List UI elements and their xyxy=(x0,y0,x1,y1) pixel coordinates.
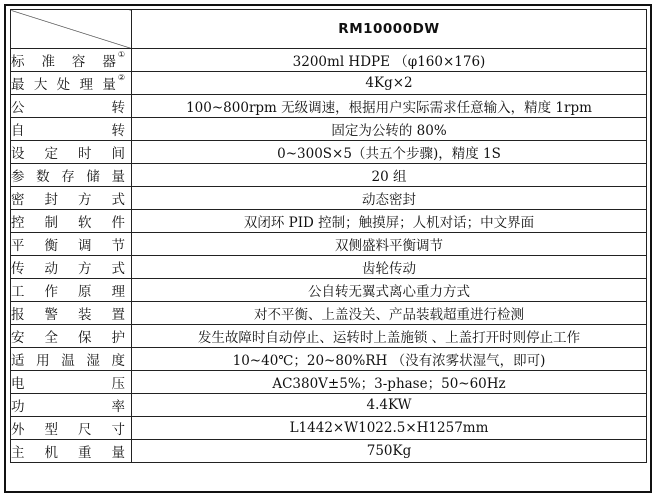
spec-label-cell xyxy=(11,256,132,279)
spec-label-cell xyxy=(11,394,132,417)
spec-label-cell xyxy=(11,279,132,302)
spec-label-cell xyxy=(11,325,132,348)
spec-row xyxy=(11,118,647,141)
spec-label: 控 制 软 件 xyxy=(11,215,125,231)
spec-value: 750Kg xyxy=(132,440,647,463)
spec-label-cell xyxy=(11,233,132,256)
spec-label-cell xyxy=(11,72,132,95)
spec-label: 最 大 处 理 量 ② xyxy=(11,72,125,93)
spec-value: 双闭环 PID 控制；触摸屏；人机对话；中文界面 xyxy=(132,210,647,233)
spec-label-cell xyxy=(11,95,132,118)
spec-row xyxy=(11,394,647,417)
spec-row xyxy=(11,233,647,256)
spec-label: 报 警 装 置 xyxy=(11,307,125,323)
spec-label: 传 动 方 式 xyxy=(11,261,125,277)
spec-value: 动态密封 xyxy=(132,187,647,210)
spec-value: 0~300S×5（共五个步骤)，精度 1S xyxy=(132,141,647,164)
spec-label-cell xyxy=(11,440,132,463)
spec-row xyxy=(11,72,647,95)
spec-value: 固定为公转的 80% xyxy=(132,118,647,141)
spec-value: 4.4KW xyxy=(132,394,647,417)
spec-value: 公自转无翼式离心重力方式 xyxy=(132,279,647,302)
spec-row xyxy=(11,348,647,371)
spec-label-cell xyxy=(11,417,132,440)
model-name: RM10000DW xyxy=(132,10,647,49)
spec-label-cell xyxy=(11,348,132,371)
spec-row xyxy=(11,164,647,187)
spec-label-cell xyxy=(11,141,132,164)
spec-table xyxy=(10,9,647,463)
spec-label-cell xyxy=(11,371,132,394)
spec-label: 密 封 方 式 xyxy=(11,192,125,208)
spec-row xyxy=(11,256,647,279)
spec-value: 20 组 xyxy=(132,164,647,187)
spec-row xyxy=(11,302,647,325)
spec-row xyxy=(11,187,647,210)
spec-label: 设 定 时 间 xyxy=(11,146,125,162)
spec-row xyxy=(11,49,647,72)
spec-value: 3200ml HDPE （φ160×176) xyxy=(132,49,647,72)
spec-value: 发生故障时自动停止、运转时上盖施锁 、上盖打开时则停止工作 xyxy=(132,325,647,348)
spec-row xyxy=(11,417,647,440)
spec-row xyxy=(11,325,647,348)
spec-label-cell xyxy=(11,49,132,72)
spec-value: 对不平衡、上盖没关、产品装载超重进行检测 xyxy=(132,302,647,325)
footnote-marker: ① xyxy=(117,49,125,59)
spec-label: 公 转 xyxy=(11,100,125,116)
spec-value: L1442×W1022.5×H1257mm xyxy=(132,417,647,440)
spec-value: 双侧盛料平衡调节 xyxy=(132,233,647,256)
spec-label: 功 率 xyxy=(11,399,125,415)
spec-row xyxy=(11,440,647,463)
spec-value: 齿轮传动 xyxy=(132,256,647,279)
spec-row xyxy=(11,279,647,302)
spec-label: 工 作 原 理 xyxy=(11,284,125,300)
spec-label: 参 数 存 储 量 xyxy=(11,169,125,185)
spec-label-cell xyxy=(11,187,132,210)
spec-label-cell xyxy=(11,210,132,233)
spec-label: 电 压 xyxy=(11,376,125,392)
spec-label: 适 用 温 湿 度 xyxy=(11,353,125,369)
spec-row xyxy=(11,210,647,233)
spec-row xyxy=(11,95,647,118)
spec-label-cell xyxy=(11,302,132,325)
footnote-marker: ② xyxy=(117,72,125,82)
header-row xyxy=(11,10,647,49)
spec-value: 10~40℃；20~80%RH （没有浓雾状湿气，即可) xyxy=(132,348,647,371)
spec-label: 自 转 xyxy=(11,123,125,139)
spec-label: 主 机 重 量 xyxy=(11,445,125,461)
spec-value: AC380V±5%；3-phase；50~60Hz xyxy=(132,371,647,394)
spec-label-cell xyxy=(11,118,132,141)
spec-label: 标 准 容 器 ① xyxy=(11,49,125,70)
spec-label: 安 全 保 护 xyxy=(11,330,125,346)
spec-row xyxy=(11,141,647,164)
diagonal-header-cell xyxy=(11,10,132,49)
spec-value: 100~800rpm 无级调速，根据用户实际需求任意输入，精度 1rpm xyxy=(132,95,647,118)
spec-label: 平 衡 调 节 xyxy=(11,238,125,254)
spec-label-cell xyxy=(11,164,132,187)
spec-value: 4Kg×2 xyxy=(132,72,647,95)
spec-row xyxy=(11,371,647,394)
spec-label: 外 型 尺 寸 xyxy=(11,422,125,438)
